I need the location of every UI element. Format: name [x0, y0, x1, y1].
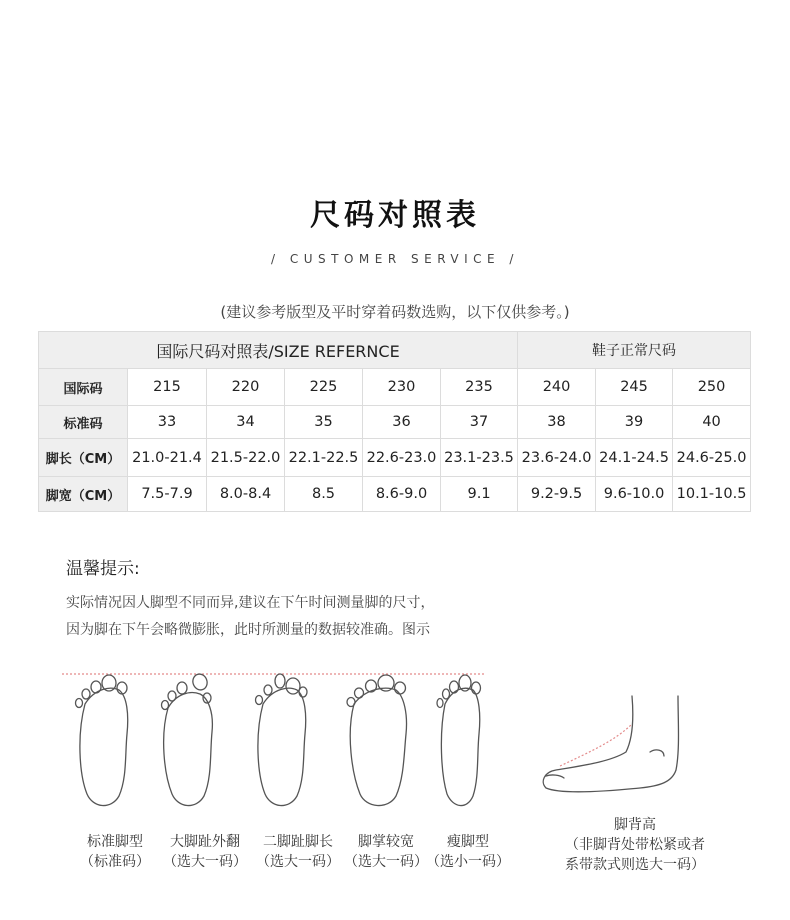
table-cell: 22.1-22.5 — [285, 439, 363, 477]
instep-guide-line — [560, 724, 632, 766]
table-cell: 36 — [363, 406, 441, 439]
row-label: 国际码 — [39, 369, 128, 406]
tips-line-1: 实际情况因人脚型不同而异,建议在下午时间测量脚的尺寸， — [66, 595, 435, 611]
table-cell: 22.6-23.0 — [363, 439, 441, 477]
foot-type-name: 二脚趾脚长 — [263, 834, 333, 850]
table-cell: 34 — [207, 406, 285, 439]
foot-type-name: 标准脚型 — [87, 834, 143, 850]
row-label: 标准码 — [39, 406, 128, 439]
page-title: 尺码对照表 — [310, 198, 480, 233]
table-cell: 9.1 — [441, 477, 518, 512]
high-instep-foot-icon — [543, 696, 678, 792]
table-cell: 38 — [518, 406, 596, 439]
table-cell: 220 — [207, 369, 285, 406]
table-cell: 240 — [518, 369, 596, 406]
table-cell: 23.1-23.5 — [441, 439, 518, 477]
table-header-side: 鞋子正常尺码 — [518, 332, 751, 369]
table-cell: 10.1-10.5 — [673, 477, 751, 512]
foot-type-advice: （标准码） — [80, 854, 150, 870]
standard-foot-icon — [76, 675, 128, 806]
table-cell: 37 — [441, 406, 518, 439]
table-cell: 230 — [363, 369, 441, 406]
foot-type-advice: （选大一码） — [344, 854, 428, 870]
table-cell: 40 — [673, 406, 751, 439]
table-cell: 215 — [128, 369, 207, 406]
table-header-main: 国际尺码对照表/SIZE REFERNCE — [39, 332, 518, 369]
instep-name: 脚背高 — [614, 817, 656, 833]
instep-advice-2: 系带款式则选大一码） — [565, 857, 705, 873]
bunion-foot-icon — [162, 672, 213, 805]
tips-title: 温馨提示: — [66, 559, 140, 579]
table-cell: 8.5 — [285, 477, 363, 512]
table-cell: 24.1-24.5 — [596, 439, 673, 477]
reference-note: (建议参考版型及平时穿着码数选购，以下仅供参考。) — [220, 303, 570, 321]
table-cell: 23.6-24.0 — [518, 439, 596, 477]
table-cell: 39 — [596, 406, 673, 439]
foot-type-name: 脚掌较宽 — [358, 834, 414, 850]
foot-type-narrow — [413, 832, 523, 872]
table-cell: 24.6-25.0 — [673, 439, 751, 477]
foot-type-name: 大脚趾外翻 — [170, 834, 240, 850]
table-cell: 9.6-10.0 — [596, 477, 673, 512]
table-cell: 35 — [285, 406, 363, 439]
foot-type-advice: （选小一码） — [426, 854, 510, 870]
table-cell: 7.5-7.9 — [128, 477, 207, 512]
foot-type-name: 瘦脚型 — [447, 834, 489, 850]
page-subtitle: / CUSTOMER SERVICE / — [271, 252, 519, 266]
table-cell: 33 — [128, 406, 207, 439]
table-cell: 21.0-21.4 — [128, 439, 207, 477]
row-label: 脚长（CM） — [39, 439, 128, 477]
wide-foot-icon — [347, 675, 407, 806]
second-toe-foot-icon — [256, 674, 308, 806]
table-cell: 21.5-22.0 — [207, 439, 285, 477]
instep-label — [540, 815, 730, 875]
table-cell: 9.2-9.5 — [518, 477, 596, 512]
table-cell: 250 — [673, 369, 751, 406]
table-cell: 235 — [441, 369, 518, 406]
instep-advice-1: （非脚背处带松紧或者 — [565, 837, 705, 853]
table-cell: 225 — [285, 369, 363, 406]
narrow-foot-icon — [437, 675, 481, 806]
tips-line-2: 因为脚在下午会略微膨胀，此时所测量的数据较准确。图示 — [66, 622, 430, 638]
foot-type-advice: （选大一码） — [256, 854, 340, 870]
foot-type-advice: （选大一码） — [163, 854, 247, 870]
table-cell: 8.0-8.4 — [207, 477, 285, 512]
row-label: 脚宽（CM） — [39, 477, 128, 512]
table-cell: 8.6-9.0 — [363, 477, 441, 512]
table-cell: 245 — [596, 369, 673, 406]
